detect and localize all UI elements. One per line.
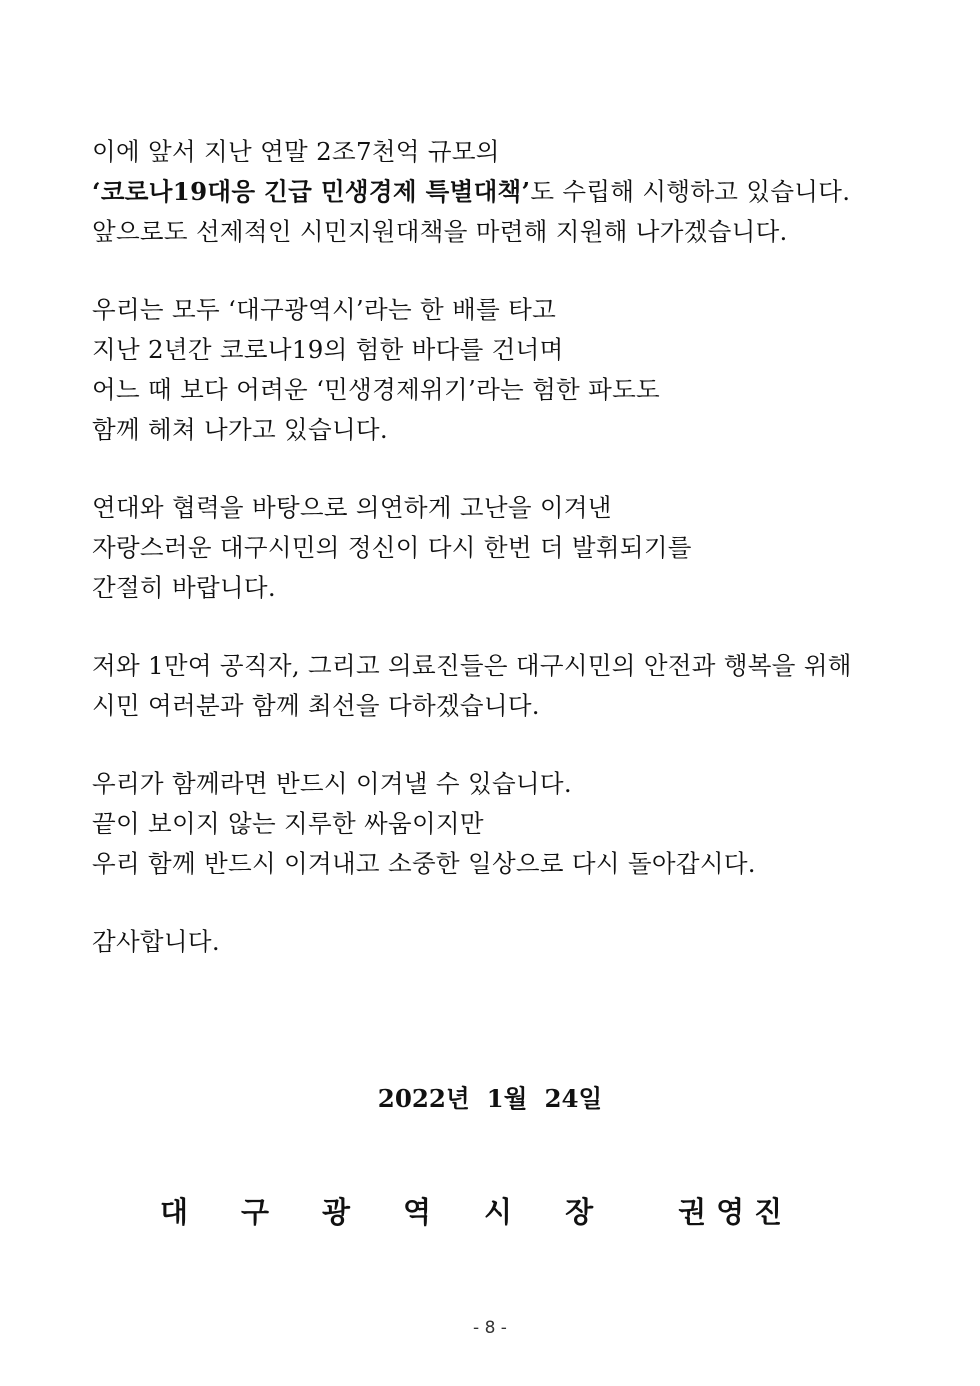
paragraph xyxy=(92,646,892,726)
paragraph xyxy=(92,488,892,608)
text-segment: 우리가 함께라면 반드시 이겨낼 수 있습니다. xyxy=(92,769,572,798)
letter-body xyxy=(92,132,892,962)
text-line xyxy=(92,330,892,370)
text-segment: 우리 함께 반드시 이겨내고 소중한 일상으로 다시 돌아갑시다. xyxy=(92,849,756,878)
text-line xyxy=(92,764,892,804)
text-line xyxy=(92,370,892,410)
text-segment: 간절히 바랍니다. xyxy=(92,573,276,602)
text-segment: 연대와 협력을 바탕으로 의연하게 고난을 이겨낸 xyxy=(92,493,612,522)
text-line xyxy=(92,528,892,568)
text-segment: 이에 앞서 지난 연말 2조7천억 규모의 xyxy=(92,137,500,166)
paragraph-gap xyxy=(92,884,892,922)
text-line xyxy=(92,844,892,884)
text-line xyxy=(92,568,892,608)
text-segment: 앞으로도 선제적인 시민지원대책을 마련해 지원해 나가겠습니다. xyxy=(92,217,788,246)
text-line xyxy=(92,290,892,330)
text-line xyxy=(92,410,892,450)
text-segment: 우리는 모두 ‘대구광역시’라는 한 배를 타고 xyxy=(92,295,557,324)
paragraph xyxy=(92,290,892,450)
text-segment: 도 수립해 시행하고 있습니다. xyxy=(530,177,851,206)
page-number: - 8 - xyxy=(473,1318,507,1338)
paragraph xyxy=(92,132,892,252)
bold-text-segment: ‘코로나19대응 긴급 민생경제 특별대책’ xyxy=(92,177,531,206)
text-line xyxy=(92,686,892,726)
text-line xyxy=(92,212,892,252)
document-date: 2022년 1월 24일 xyxy=(377,1084,603,1113)
paragraph xyxy=(92,922,892,962)
paragraph xyxy=(92,764,892,884)
signature-name: 권영진 xyxy=(678,1195,793,1229)
text-segment: 감사합니다. xyxy=(92,927,220,956)
paragraph-gap xyxy=(92,252,892,290)
paragraph-gap xyxy=(92,450,892,488)
text-line xyxy=(92,804,892,844)
paragraph-gap xyxy=(92,726,892,764)
text-segment: 지난 2년간 코로나19의 험한 바다를 건너며 xyxy=(92,335,564,364)
text-segment: 자랑스러운 대구시민의 정신이 다시 한번 더 발휘되기를 xyxy=(92,533,692,562)
text-line xyxy=(92,646,892,686)
signature-block xyxy=(160,1190,792,1231)
text-line xyxy=(92,132,892,172)
text-segment: 저와 1만여 공직자, 그리고 의료진들은 대구시민의 안전과 행복을 위해 xyxy=(92,651,852,680)
text-line xyxy=(92,922,892,962)
text-line xyxy=(92,488,892,528)
signature-title: 대구광역시장 xyxy=(160,1195,647,1229)
paragraph-gap xyxy=(92,608,892,646)
text-segment: 함께 헤쳐 나가고 있습니다. xyxy=(92,415,388,444)
text-line xyxy=(92,172,892,212)
text-segment: 끝이 보이지 않는 지루한 싸움이지만 xyxy=(92,809,484,838)
text-segment: 어느 때 보다 어려운 ‘민생경제위기’라는 험한 파도도 xyxy=(92,375,661,404)
text-segment: 시민 여러분과 함께 최선을 다하겠습니다. xyxy=(92,691,540,720)
